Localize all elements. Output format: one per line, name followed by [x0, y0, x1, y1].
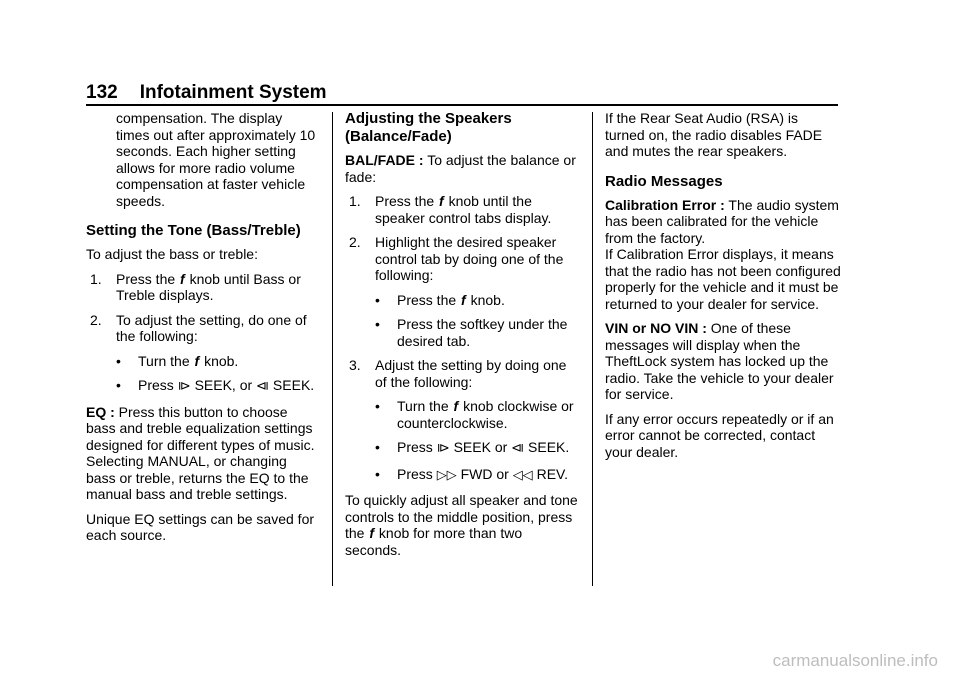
tone-heading: Setting the Tone (Bass/Treble)	[86, 222, 301, 239]
speaker-bullet-5: • Press ▷▷ FWD or ◁◁ REV.	[375, 465, 568, 483]
seek-down-icon: ⧏	[256, 379, 270, 394]
quick-adjust-paragraph: To quickly adjust all speaker and tone controls to the middle position, press the f knob for more than two seconds.	[345, 492, 578, 558]
tone-bullet-2: • Press ⧐ SEEK, or ⧏ SEEK.	[116, 377, 315, 394]
knob-icon: f	[194, 352, 200, 369]
seek-down-icon: ⧏	[511, 441, 525, 456]
calibration-paragraph-2: If Calibration Error displays, it means that the radio has not been configured properly for the vehicle and it must be returned to your dealer for service.	[605, 246, 841, 312]
speaker-bullet-4: • Press ⧐ SEEK or ⧏ SEEK.	[375, 439, 570, 456]
bullet-icon: •	[116, 377, 121, 393]
bal-fade-paragraph: BAL/FADE : To adjust the balance or fade:	[345, 152, 576, 185]
error-paragraph: If any error occurs repeatedly or if an error cannot be corrected, contact your dealer.	[605, 410, 834, 460]
bal-fade-term: BAL/FADE :	[345, 152, 424, 168]
bullet-icon: •	[375, 316, 380, 332]
tone-intro: To adjust the bass or treble:	[86, 246, 258, 262]
knob-icon: f	[439, 193, 444, 209]
eq-paragraph: EQ : Press this button to choose bass and treble equalization settings designed for different types of music. Selecting MANUAL, or changing bass or treble, returns the EQ to the manual bass and treble settings.	[86, 403, 315, 502]
knob-icon: f	[453, 398, 459, 414]
column-divider-1	[332, 112, 333, 586]
rev-icon: ◁◁	[512, 467, 533, 483]
knob-icon: f	[180, 270, 185, 287]
section-title: Infotainment System	[139, 82, 327, 103]
speaker-bullet-1: • Press the f knob.	[375, 291, 505, 308]
radio-messages-heading: Radio Messages	[605, 172, 723, 190]
rsa-paragraph: If the Rear Seat Audio (RSA) is turned on, the radio disables FADE and mutes the rear speakers.	[605, 110, 823, 159]
eq-saved-paragraph: Unique EQ settings can be saved for each source.	[86, 510, 315, 543]
speakers-heading: Adjusting the Speakers (Balance/Fade)	[345, 110, 512, 145]
column-2	[345, 110, 581, 566]
column-3	[605, 110, 841, 468]
eq-term: EQ :	[86, 403, 115, 420]
bullet-icon: •	[116, 352, 121, 369]
header-rule	[86, 104, 838, 106]
bullet-icon: •	[375, 439, 380, 455]
compensation-paragraph: compensation. The display times out after approximately 10 seconds. Each higher setting allows for more radio volume compensation at faster vehicle speeds.	[116, 110, 316, 209]
knob-icon: f	[461, 291, 466, 308]
tone-step-1: 1. Press the f knob until Bass or Treble displays.	[90, 270, 301, 303]
speaker-step-1: 1. Press the f knob until the speaker control tabs display.	[349, 193, 552, 226]
speaker-step-3: 3. Adjust the setting by doing one of the following:	[349, 357, 567, 390]
fwd-icon: ▷▷	[436, 467, 457, 483]
knob-icon: f	[369, 525, 375, 541]
vin-paragraph: VIN or NO VIN : One of these messages will display when the TheftLock system has locked up the radio. Take the vehicle to your dealer for service.	[605, 320, 834, 402]
vin-term: VIN or NO VIN :	[605, 320, 707, 336]
tone-bullet-1: • Turn the f knob.	[116, 352, 239, 369]
page-number: 132	[86, 82, 118, 103]
footer-watermark: carmanualsonline.info	[772, 651, 938, 670]
page-header	[86, 82, 327, 104]
calibration-term: Calibration Error :	[605, 196, 725, 213]
column-divider-2	[592, 112, 593, 586]
speaker-bullet-2: • Press the softkey under the desired tab.	[375, 316, 568, 349]
bullet-icon: •	[375, 398, 380, 414]
seek-up-icon: ⧐	[177, 379, 191, 394]
tone-step-2: 2. To adjust the setting, do one of the following:	[90, 311, 307, 344]
column-1	[86, 110, 318, 552]
seek-up-icon: ⧐	[436, 441, 450, 456]
calibration-paragraph: Calibration Error : The audio system has been calibrated for the vehicle from the factory.	[605, 196, 839, 246]
bullet-icon: •	[375, 465, 380, 482]
speaker-step-2: 2. Highlight the desired speaker control tab by doing one of the following:	[349, 234, 564, 283]
bullet-icon: •	[375, 291, 380, 308]
speaker-bullet-3: • Turn the f knob clockwise or counterclockwise.	[375, 398, 574, 431]
